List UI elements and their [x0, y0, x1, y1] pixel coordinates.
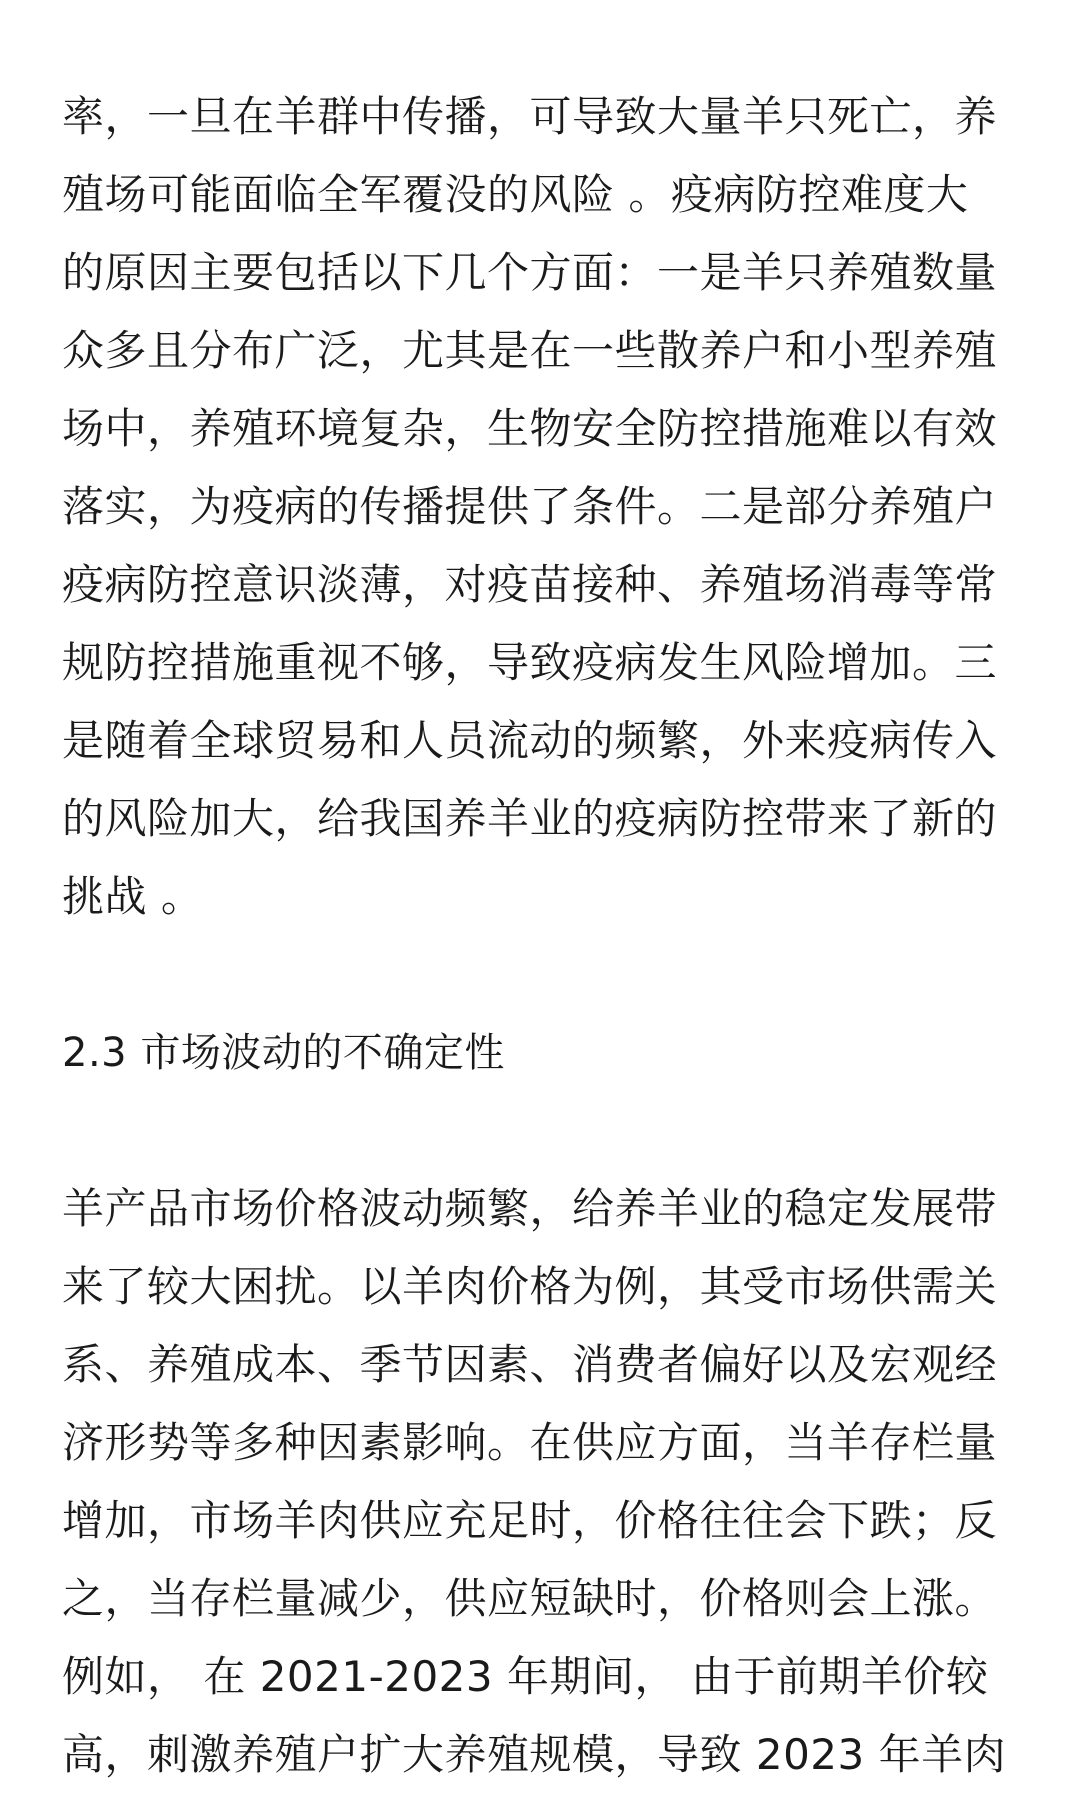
paragraph-line: 来了较大困扰。以羊肉价格为例，其受市场供需关	[62, 1262, 998, 1311]
paragraph-line: 羊产品市场价格波动频繁，给养羊业的稳定发展带	[62, 1184, 998, 1233]
paragraph-disease-control	[62, 78, 1022, 936]
paragraph-line: 济形势等多种因素影响。在供应方面，当羊存栏量	[62, 1418, 998, 1467]
paragraph-line: 疫病防控意识淡薄，对疫苗接种、养殖场消毒等常	[62, 560, 998, 609]
article-body	[62, 78, 1022, 1794]
paragraph-line: 场中，养殖环境复杂，生物安全防控措施难以有效	[62, 404, 998, 453]
paragraph-line: 之，当存栏量减少，供应短缺时，价格则会上涨。	[62, 1574, 998, 1623]
paragraph-line: 率，一旦在羊群中传播，可导致大量羊只死亡，养	[62, 92, 998, 141]
paragraph-line: 的风险加大，给我国养羊业的疫病防控带来了新的	[62, 794, 998, 843]
paragraph-line: 殖场可能面临全军覆没的风险 。疫病防控难度大	[62, 170, 969, 219]
paragraph-line: 是随着全球贸易和人员流动的频繁，外来疫病传入	[62, 716, 998, 765]
paragraph-line: 例如， 在 2021-2023 年期间， 由于前期羊价较	[62, 1652, 989, 1701]
paragraph-line: 高，刺激养殖户扩大养殖规模，导致 2023 年羊肉	[62, 1730, 1007, 1779]
paragraph-spacer	[62, 936, 1022, 1014]
section-heading: 2.3 市场波动的不确定性	[62, 1030, 505, 1076]
paragraph-line: 的原因主要包括以下几个方面：一是羊只养殖数量	[62, 248, 998, 297]
paragraph-line: 落实，为疫病的传播提供了条件。二是部分养殖户	[62, 482, 998, 531]
paragraph-line: 增加，市场羊肉供应充足时，价格往往会下跌；反	[62, 1496, 998, 1545]
paragraph-line: 规防控措施重视不够，导致疫病发生风险增加。三	[62, 638, 998, 687]
paragraph-market-volatility	[62, 1170, 1022, 1794]
paragraph-line: 系、养殖成本、季节因素、消费者偏好以及宏观经	[62, 1340, 998, 1389]
paragraph-spacer	[62, 1092, 1022, 1170]
paragraph-line: 众多且分布广泛，尤其是在一些散养户和小型养殖	[62, 326, 998, 375]
paragraph-line: 挑战 。	[62, 872, 204, 921]
